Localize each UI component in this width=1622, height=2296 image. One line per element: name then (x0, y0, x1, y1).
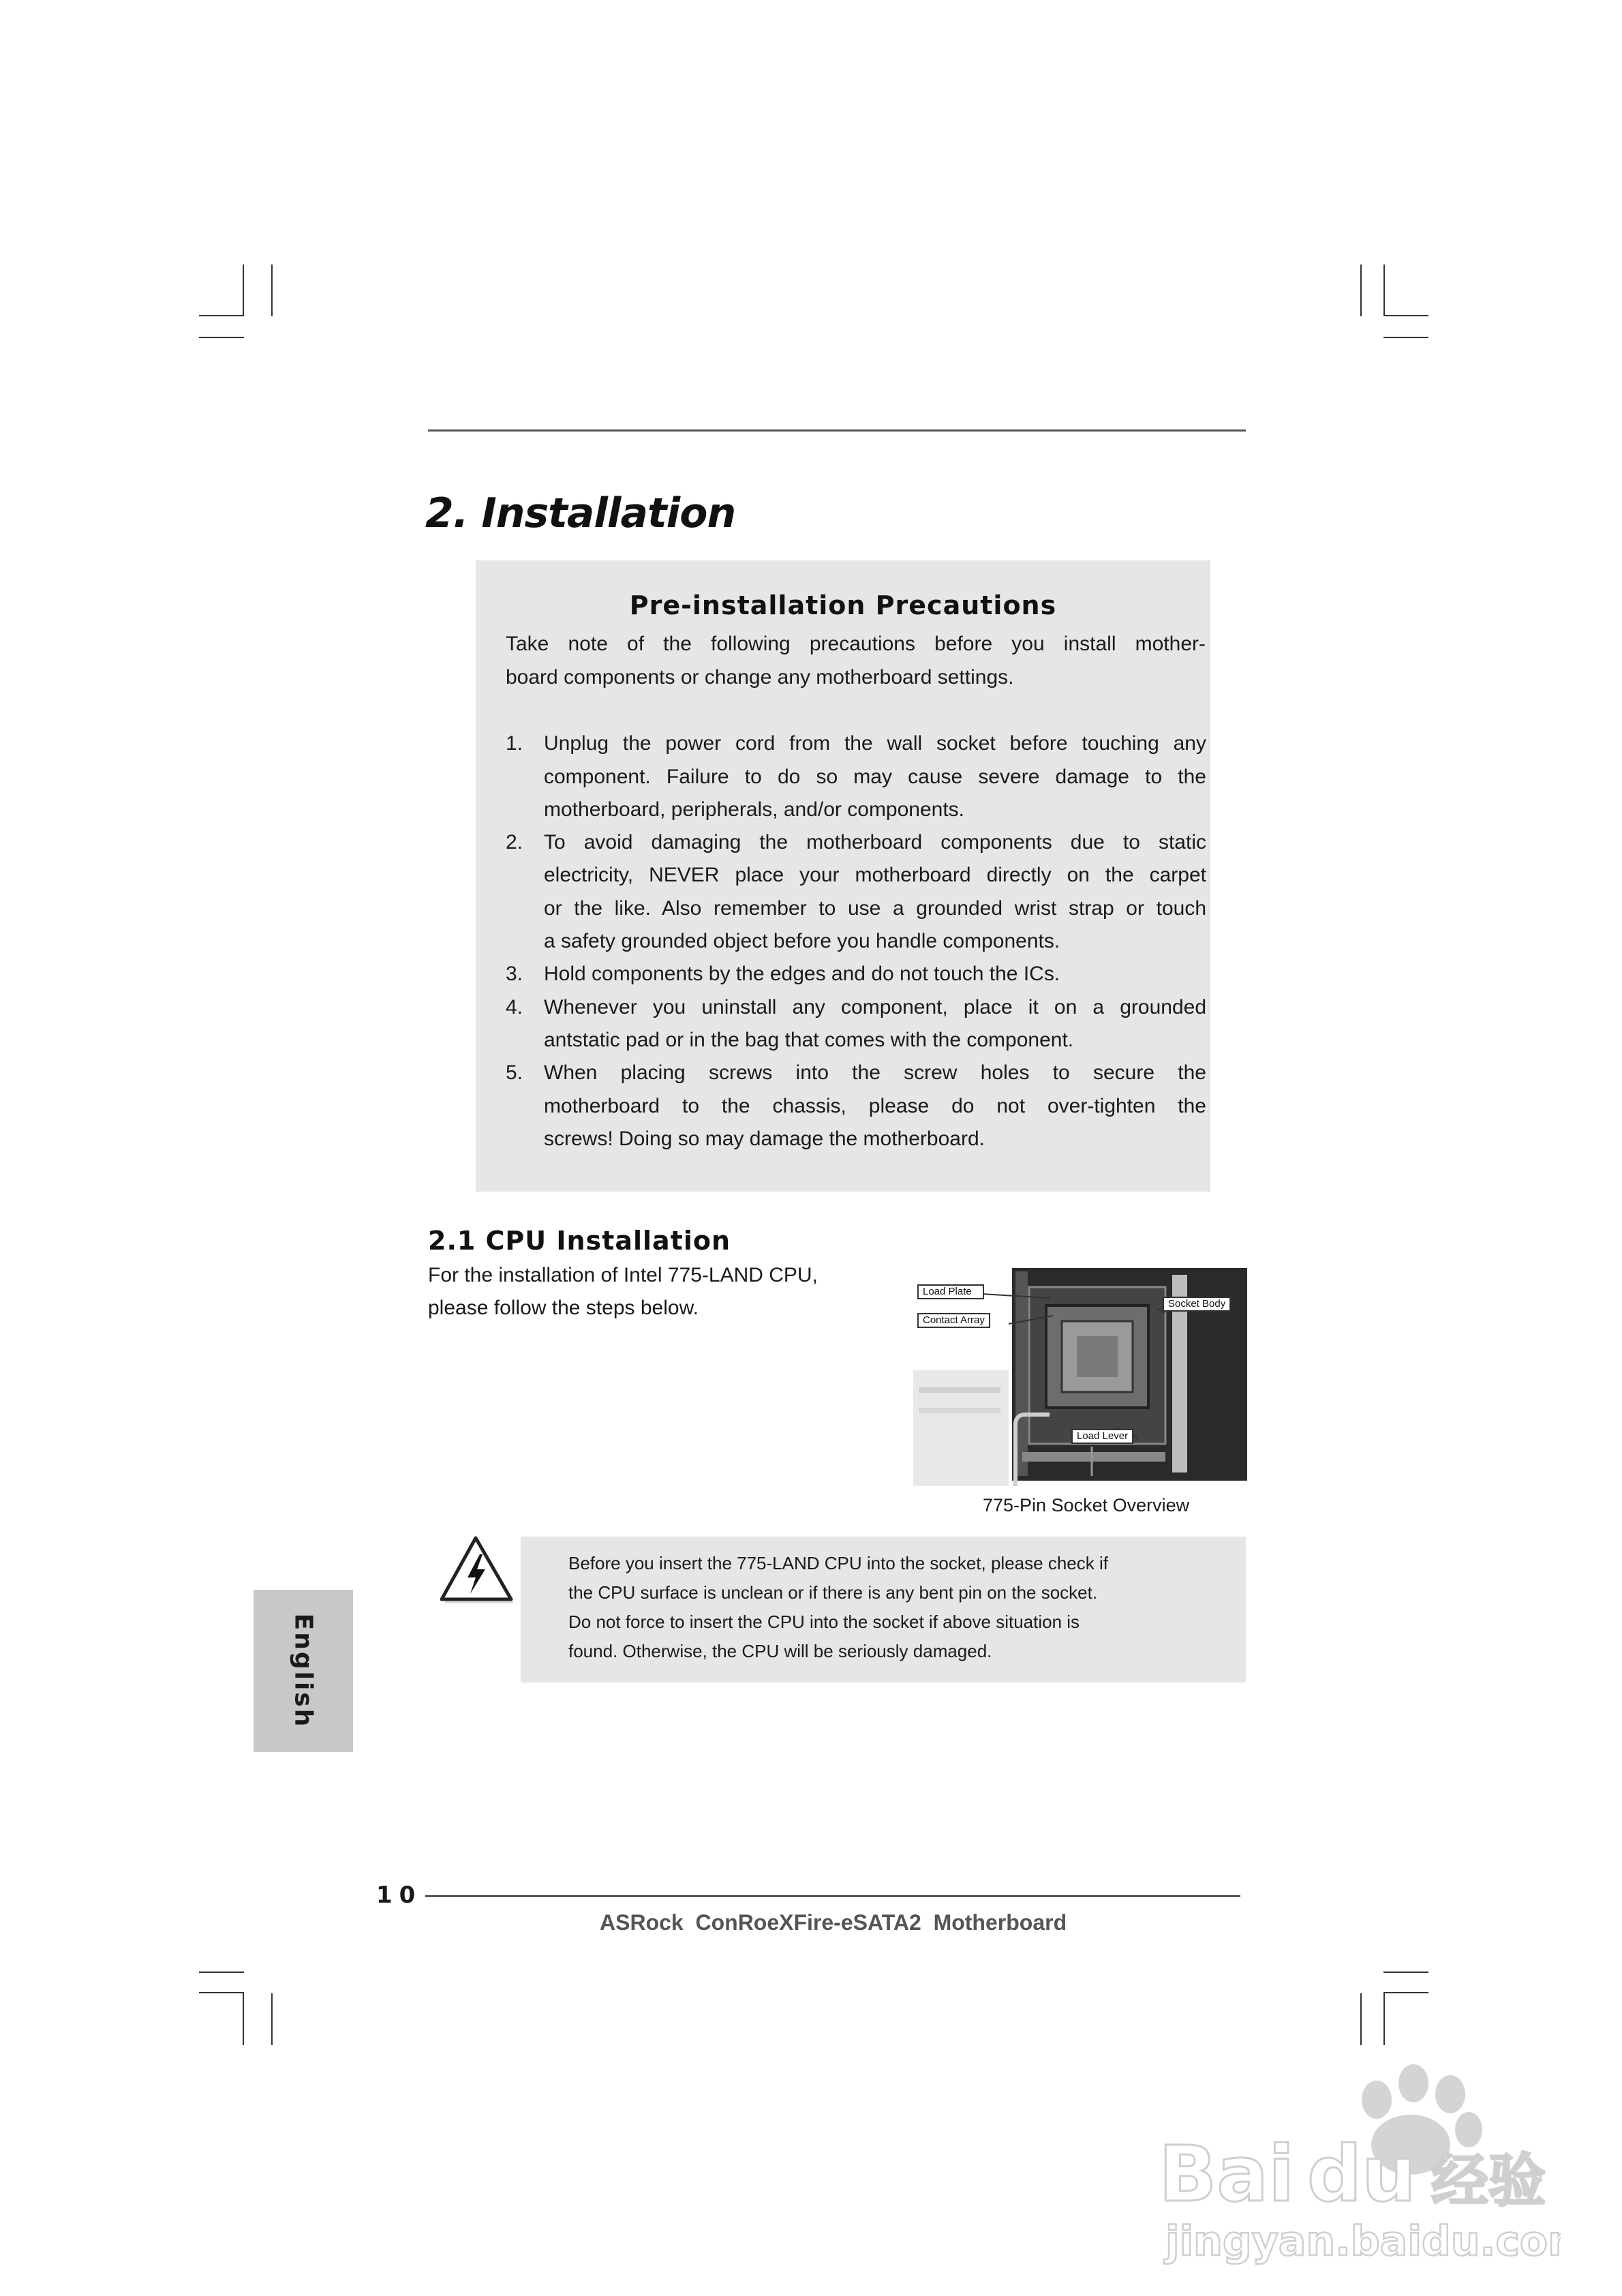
list-item-line: Hold components by the edges and do not touch the ICs. (544, 963, 1060, 985)
watermark-brand: Bai (1159, 2130, 1295, 2219)
list-item-line: antstatic pad or in the bag that comes with the component. (544, 1029, 1074, 1051)
warning-line: Do not force to insert the CPU into the socket if above situation is (568, 1612, 1080, 1632)
list-number: 4. (506, 996, 523, 1018)
precautions-intro-line: board components or change any motherboard settings. (506, 666, 1014, 689)
crop-mark (199, 337, 244, 338)
crop-mark (243, 265, 244, 316)
list-item-line: Unplug the power cord from the wall socket before touching any (544, 732, 1206, 755)
figure-caption: 775-Pin Socket Overview (983, 1495, 1190, 1515)
crop-mark (1383, 265, 1385, 316)
crop-mark (1383, 1993, 1385, 2045)
watermark-cn: 经验 (1431, 2147, 1546, 2214)
crop-mark (243, 1993, 244, 2045)
precautions-intro-line: Take note of the following precautions before you install mother- (506, 633, 1206, 655)
precautions-box (476, 560, 1210, 1192)
list-number: 2. (506, 831, 523, 854)
list-item-line: or the like. Also remember to use a grounded wrist strap or touch (544, 897, 1206, 920)
callout-socket-body: Socket Body (1163, 1297, 1231, 1312)
language-tab (254, 1590, 353, 1752)
warning-lightning-icon (440, 1534, 515, 1609)
crop-mark (1383, 1992, 1428, 1993)
crop-mark (1383, 315, 1428, 316)
chapter-title: 2. Installation (425, 489, 736, 537)
crop-mark (199, 315, 244, 316)
crop-mark (199, 1992, 244, 1993)
section-body-line: please follow the steps below. (428, 1297, 699, 1319)
precautions-title: Pre-installation Precautions (629, 590, 1057, 620)
crop-mark (271, 265, 273, 316)
crop-mark (1360, 1993, 1362, 2045)
list-item-line: motherboard to the chassis, please do not over-tighten the (544, 1095, 1206, 1117)
callout-load-plate: Load Plate (917, 1284, 984, 1299)
socket-overview-figure (913, 1268, 1247, 1486)
list-item-line: When placing screws into the screw holes to secure the (544, 1061, 1206, 1084)
crop-mark (1383, 1972, 1428, 1973)
list-number: 5. (506, 1061, 523, 1084)
list-item-line: screws! Doing so may damage the motherboard. (544, 1128, 985, 1150)
crop-mark (271, 1993, 273, 2045)
crop-mark (1383, 337, 1428, 338)
section-body-line: For the installation of Intel 775-LAND CPU, (428, 1264, 818, 1286)
baidu-jingyan-watermark (1152, 2064, 1561, 2269)
warning-note (521, 1537, 1246, 1682)
list-number: 3. (506, 963, 523, 985)
list-item-line: Whenever you uninstall any component, place it on a grounded (544, 996, 1206, 1018)
crop-mark (1360, 265, 1362, 316)
footer-rule (425, 1895, 1240, 1897)
section-title: 2.1 CPU Installation (428, 1226, 731, 1256)
warning-line: the CPU surface is unclean or if there is any bent pin on the socket. (568, 1582, 1098, 1603)
list-number: 1. (506, 732, 523, 755)
crop-mark (199, 1972, 244, 1973)
list-item-line: To avoid damaging the motherboard components due to static (544, 831, 1206, 854)
callout-contact-array: Contact Array (917, 1313, 990, 1328)
callout-load-lever: Load Lever (1071, 1429, 1133, 1444)
header-rule (428, 429, 1246, 432)
list-item-line: component. Failure to do so may cause severe damage to the (544, 766, 1206, 788)
watermark-brand-2: du (1307, 2130, 1416, 2219)
watermark-url: jingyan.baidu.com (1165, 2218, 1561, 2265)
warning-line: Before you insert the 775-LAND CPU into the socket, please check if (568, 1553, 1108, 1573)
list-item-line: electricity, NEVER place your motherboard directly on the carpet (544, 864, 1206, 886)
language-label: English (289, 1613, 318, 1729)
page-number: 10 (376, 1882, 423, 1909)
list-item-line: a safety grounded object before you handle components. (544, 930, 1060, 952)
list-item-line: motherboard, peripherals, and/or components. (544, 798, 965, 821)
footer-product-name: ASRock ConRoeXFire-eSATA2 Motherboard (600, 1910, 1067, 1935)
warning-line: found. Otherwise, the CPU will be seriously damaged. (568, 1641, 992, 1661)
